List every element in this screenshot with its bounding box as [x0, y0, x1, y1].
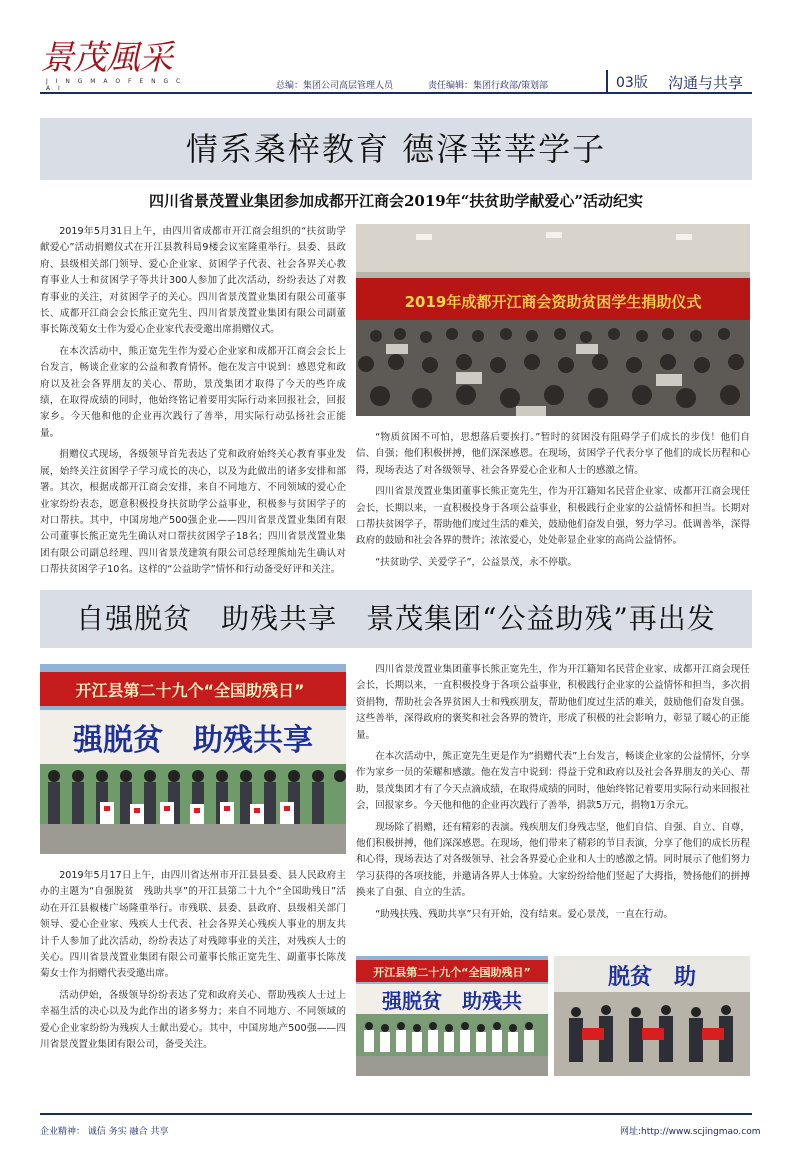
- website-link[interactable]: 网址:http://www.scjingmao.com: [620, 1127, 761, 1137]
- small-photo-1-slogan: 强脱贫 助残共: [382, 989, 522, 1013]
- article1-banner: 情系桑梓教育 德泽莘莘学子: [40, 118, 752, 180]
- main-photo-banner-text: 开江县第二十九个“全国助残日”: [75, 681, 305, 700]
- ceremony-photo-banner-text: 2019年成都开江商会资助贫困学生捐助仪式: [404, 293, 702, 311]
- article1-paragraph: 在本次活动中，熊正宽先生作为爱心企业家和成都开江商会会长上台发言，畅谈企业家的公益和教育情怀。他在发言中说到：感恩党和政府以及社会各界朋友的关心、帮助，景茂集团才取得了今天的些许成绩，在取得成绩的同时，他始终铭记着要用实际行动来回报社会，回报家乡。今天他和他的企业再次践行了善举，用实际行动弘扬社会正能量。: [40, 345, 346, 439]
- article2-left-column: [40, 868, 346, 1058]
- page-number: 03版: [616, 75, 648, 91]
- logo-pinyin: J I N G M A O F E N G C A I: [46, 78, 184, 92]
- masthead-logo: [40, 38, 190, 92]
- chief-editor: 总编：集团公司高层管理人员: [276, 81, 394, 91]
- article2-paragraph: “助残扶残、残助共享”只有开始，没有结束。爱心景茂，一直在行动。: [375, 908, 673, 920]
- article2-banner: 自强脱贫 助残共享 景茂集团“公益助残”再出发: [40, 590, 752, 648]
- article2-paragraph: 四川省景茂置业集团董事长熊正宽先生，作为开江籍知名民营企业家、成都开江商会现任会长，长期以来，一直积极投身于各项公益事业，积极践行企业家的公益情怀和担当，多次捐资捐物，帮助社会各界贫困人士和残疾朋友，帮助他们度过生活的难关，鼓励他们奋发自强。这些善举，深得政府的褒奖和社会各界的赞许，形成了积极的社会影响力，彰显了暖心的正能量。: [356, 664, 750, 741]
- small-photo-1-graphic: [356, 956, 548, 1076]
- article1-paragraph: “扶贫助学、关爱学子”，公益景茂，永不停歇。: [375, 556, 578, 568]
- small-photo-1-banner-text: 开江县第二十九个“全国助残日”: [373, 966, 531, 979]
- article2-small-photo-2: [554, 956, 750, 1076]
- article1-subtitle: 四川省景茂置业集团参加成都开江商会2019年“扶贫助学献爱心”活动纪实: [148, 192, 643, 210]
- article1-left-column: [40, 224, 346, 584]
- article2-paragraph: 活动伊始，各级领导纷纷表达了党和政府关心、帮助残疾人士过上幸福生活的决心以及为此作出的诸多努力；来自不同地方、不同领域的爱心企业家纷纷为残疾人士献出爱心。其中，中国房地产500强——四川省景茂置业集团有限公司，备受关注。: [40, 989, 346, 1051]
- responsible-editor: 责任编辑：集团行政部/策划部: [428, 81, 549, 91]
- small-photo-2-slogan: 脱贫 助: [607, 964, 697, 990]
- disability-day-photo-graphic: [40, 664, 346, 854]
- enterprise-spirit: 企业精神： 诚信 务实 融合 共享: [40, 1127, 169, 1137]
- main-photo-slogan: 强脱贫 助残共享: [73, 723, 313, 758]
- section-title: 沟通与共享: [668, 74, 744, 92]
- article1-ceremony-photo: [356, 224, 750, 416]
- article1-right-column: [356, 430, 750, 576]
- article2-right-column: [356, 662, 750, 928]
- small-photo-2-graphic: [554, 956, 750, 1076]
- article1-paragraph: 四川省景茂置业集团董事长熊正宽先生，作为开江籍知名民营企业家、成都开江商会现任会长，长期以来，一直积极投身于各项公益事业，积极践行企业家的公益情怀和担当。长期对口帮扶贫困学子，帮助他们度过生活的难关，鼓励他们奋发自强，努力学习。低调善举，深得政府的鼓励和社会各界的赞许；浓浓爱心，处处彰显企业家的高尚公益情怀。: [356, 486, 750, 547]
- footer-rule: [40, 1113, 752, 1115]
- article2-paragraph: 现场除了捐赠，还有精彩的表演。残疾朋友们身残志坚，他们自信、自强、自立、自尊，他们积极拼搏，他们深深感恩。在现场，他们带来了精彩的节目表演，分享了他们的成长历程和心得，现场表达了对各级领导、社会各界爱心企业和人士的感激之情。同时展示了他们努力学习获得的各项技能，并邀请各界人士体验。大家纷纷给他们竖起了大拇指，赞扬他们的拼搏换来了自强、自立的生活。: [356, 821, 750, 899]
- article2-paragraph: 在本次活动中，熊正宽先生更是作为“捐赠代表”上台发言，畅谈企业家的公益情怀，分享作为家乡一员的荣耀和感激。他在发言中说到：得益于党和政府以及社会各界朋友的关心、帮助，景茂集团才有了今天点滴成绩，在取得成绩的同时，他始终铭记着要用实际行动来回报社会，回报家乡。今天他和他的企业再次践行了善举，捐款5万元，捐物1万余元。: [356, 751, 750, 812]
- article1-paragraph: “物质贫困不可怕，思想落后要挨打。”暂时的贫困没有阻碍学子们成长的步伐！他们自信、自强；他们积极拼搏，他们深深感恩。在现场，贫困学子代表分享了他们的成长历程和心得，现场表达了对各级领导、社会各界爱心企业和人士的感激之情。: [356, 432, 750, 476]
- article2-paragraph: 2019年5月17日上午，由四川省达州市开江县县委、县人民政府主办的主题为“自强脱贫 残助共享”的开江县第二十九个“全国助残日”活动在开江县椒楼广场隆重举行。市残联、县委、县政府、县级相关部门领导、爱心企业家、残疾人士代表、社会各界关心残疾人事业的朋友共计千人参加了此次活动，纷纷表达了对残障事业的关注，对残疾人士的关心。四川省景茂置业集团有限公司董事长熊正宽先生、副董事长陈茂菊女士作为捐赠代表受邀出席。: [40, 870, 346, 980]
- article2-small-photo-1: [356, 956, 548, 1076]
- header-separator: [606, 70, 608, 92]
- article1-paragraph: 捐赠仪式现场，各级领导首先表达了党和政府始终关心教育事业发展，始终关注贫困学子学习成长的决心，以及为此做出的诸多安排和部署。其次，根据成都开江商会安排，来自不同地方、不同领域的爱心企业家纷纷表态，愿意积极投身扶贫助学公益事业，积极参与贫困学子的对口帮扶。其中，中国房地产500强企业——四川省景茂置业集团有限公司董事长熊正宽先生确认对口帮扶贫困学子18名；四川省景茂置业集团有限公司副总经理、四川省景茂建筑有限公司总经理熊灿先生确认对口帮扶贫困学子10名。这样的“公益助学”情怀和行动备受好评和关注。: [40, 449, 346, 576]
- ceremony-photo-graphic: [356, 224, 750, 416]
- article2-main-photo: [40, 664, 346, 854]
- logo-chinese: 景茂風采: [40, 38, 172, 78]
- header-rule: [40, 92, 752, 94]
- article1-paragraph: 2019年5月31日上午，由四川省成都市开江商会组织的“扶贫助学献爱心”活动捐赠仪式在开江县教科局9楼会议室隆重举行。县委、县政府、县级相关部门领导、爱心企业家、贫困学子代表、社会各界关心教育事业人士和贫困学子等共计300人参加了此次活动，纷纷表达了对教育事业的关注，对贫困学子的关心。四川省景茂置业集团有限公司董事长、成都开江商会会长熊正宽先生、四川省景茂置业集团有限公司副董事长陈茂菊女士作为爱心企业家代表受邀出席捐赠仪式。: [40, 226, 346, 336]
